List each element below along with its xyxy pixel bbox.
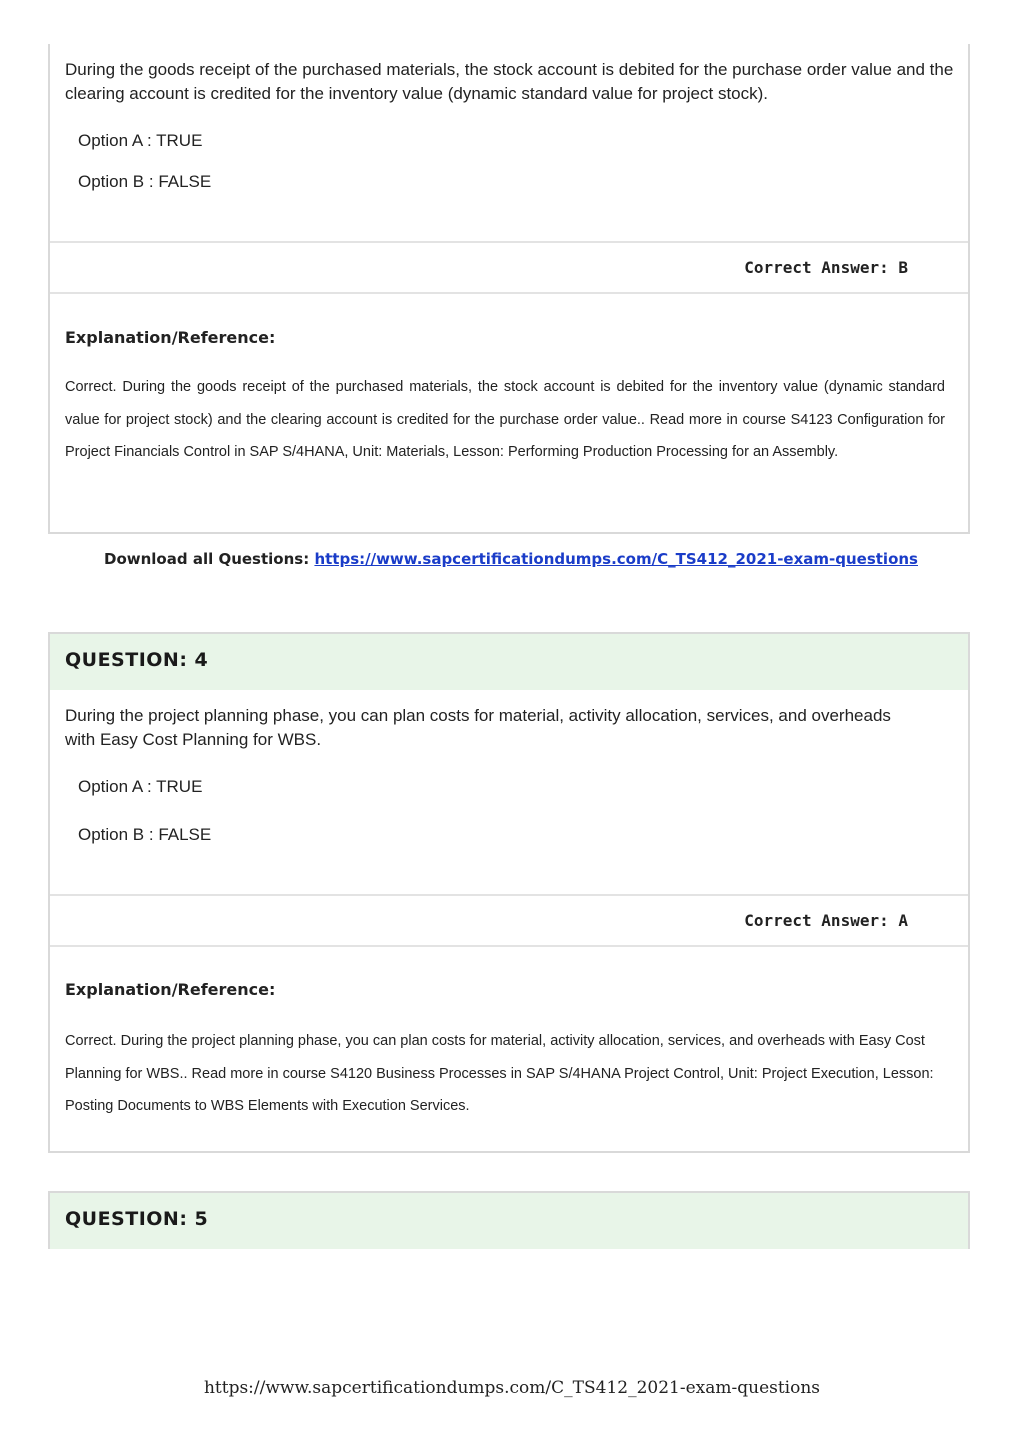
- question-4-option-b[interactable]: Option B : FALSE: [78, 825, 212, 844]
- question-3-explanation: Correct. During the goods receipt of the purchased materials, the stock account is debited for the inventory value (dynamic standard value for project stock) and the clearing account is credited for the purchase order value.. Read more in course S4123 Configuration for Project Financials Control in SAP S/4HANA, Unit: Materials, Lesson: Performing Production Processing for an Assembly.: [65, 379, 945, 460]
- footer-url: https://www.sapcertificationdumps.com/C_TS412_2021-exam-questions: [203, 1378, 821, 1398]
- download-link[interactable]: https://www.sapcertificationdumps.com/C_TS412_2021-exam-questions: [314, 550, 918, 568]
- question-4-explanation: Correct. During the project planning phase, you can plan costs for material, activity allocation, services, and overheads with Easy Cost Planning for WBS.. Read more in course S4120 Business Processes in SAP S/4HANA Project Control, Unit: Project Execution, Lesson: Posting Documents to WBS Elements with Execution Services.: [65, 1033, 934, 1114]
- divider: [50, 945, 968, 947]
- divider: [50, 241, 968, 243]
- question-3-correct-answer: Correct Answer: B: [744, 258, 908, 277]
- question-5-header: [50, 1193, 968, 1249]
- divider: [50, 894, 968, 896]
- question-5-card: [48, 1191, 970, 1249]
- download-line: [104, 550, 918, 568]
- divider: [50, 292, 968, 294]
- question-3-text: During the goods receipt of the purchased materials, the stock account is debited for the purchase order value and the clearing account is credited for the inventory value (dynamic standard value for project stock).: [65, 60, 954, 103]
- question-3-option-a[interactable]: Option A : TRUE: [78, 131, 203, 150]
- question-4-header: [50, 634, 968, 690]
- question-3-option-b[interactable]: Option B : FALSE: [78, 172, 212, 191]
- question-4-title: QUESTION: 4: [65, 649, 209, 671]
- question-5-title: QUESTION: 5: [65, 1208, 209, 1230]
- question-4-correct-answer: Correct Answer: A: [744, 911, 908, 930]
- download-label: Download all Questions:: [104, 550, 310, 568]
- question-4-option-a[interactable]: Option A : TRUE: [78, 777, 203, 796]
- question-3-card: [48, 44, 970, 534]
- question-4-card: [48, 632, 970, 1153]
- question-4-explanation-title: Explanation/Reference:: [65, 980, 276, 999]
- question-4-text: During the project planning phase, you can plan costs for material, activity allocation, services, and overheads with Easy Cost Planning for WBS.: [65, 706, 891, 749]
- question-3-explanation-title: Explanation/Reference:: [65, 328, 276, 347]
